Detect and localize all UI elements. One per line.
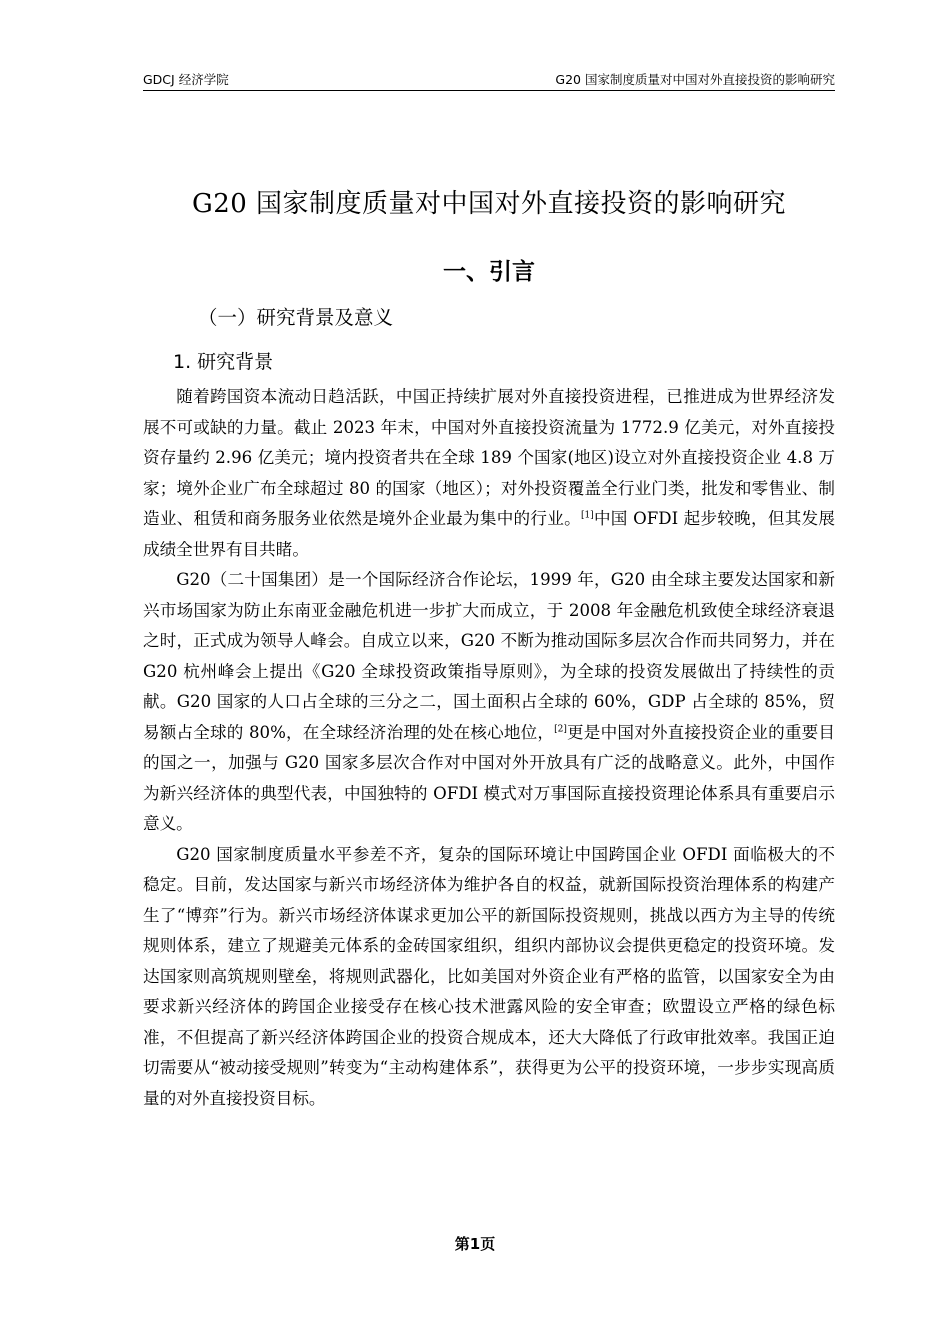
section-heading: 一、引言 xyxy=(443,259,535,285)
paragraph-2-text-a: G20（二十国集团）是一个国际经济合作论坛，1999 年，G20 由全球主要发达国家和新兴市场国家为防止东南亚金融危机进一步扩大而成立，于 2008 年金融危机致使全球经济衰退之时，正式成为领导人峰会。自成立以来，G20 不断为推动国际多层次合作而共同努力，并在 G20 杭州峰会上提出《G20 全球投资政策指导原则》，为全球的投资发展做出了持续性的贡献。G20 国家的人口占全球的三分之二，国土面积占全球的 60%，GDP 占全球的 85%，贸易额占全球的 80%，在全球经济治理的处在核心地位， xyxy=(143,570,835,742)
paragraph-1-text-b: 中国 OFDI 起步较晚，但其发展成绩全世界有目共睹。 xyxy=(143,509,835,559)
paragraph-3: G20 国家制度质量水平参差不齐，复杂的国际环境让中国跨国企业 OFDI 面临极大的不稳定。目前，发达国家与新兴市场经济体为维护各自的权益，就新国际投资治理体系的构建产生了“博弈”行为。新兴市场经济体谋求更加公平的新国际投资规则，挑战以西方为主导的传统规则体系，建立了规避美元体系的金砖国家组织，组织内部协议会提供更稳定的投资环境。发达国家则高筑规则壁垒，将规则武器化，比如美国对外资企业有严格的监管，以国家安全为由要求新兴经济体的跨国企业接受存在核心技术泄露风险的安全审查；欧盟设立严格的绿色标准，不但提高了新兴经济体跨国企业的投资合规成本，还大大降低了行政审批效率。我国正迫切需要从“被动接受规则”转变为“主动构建体系”，获得更为公平的投资环境，一步步实现高质量的对外直接投资目标。 xyxy=(143,844,835,1108)
document-title: G20 国家制度质量对中国对外直接投资的影响研究 xyxy=(191,189,787,219)
paragraph-2 xyxy=(143,565,835,840)
page-header xyxy=(143,68,835,91)
subsection-heading: （一）研究背景及意义 xyxy=(198,306,394,329)
page-number: 第1页 xyxy=(454,1235,496,1253)
subsubsection-heading: 1. 研究背景 xyxy=(173,351,274,373)
paragraph-1-text-a: 随着跨国资本流动日趋活跃，中国正持续扩展对外直接投资进程，已推进成为世界经济发展不可或缺的力量。截止 2023 年末，中国对外直接投资流量为 1772.9 亿美元，对外直接投资存量约 2.96 亿美元；境内投资者共在全球 189 个国家(地区)设立对外直接投资企业 4.8 万家；境外企业广布全球超过 80 的国家（地区）；对外投资覆盖全行业门类，批发和零售业、制造业、租赁和商务服务业依然是境外企业最为集中的行业。 xyxy=(143,387,835,528)
body-text xyxy=(143,382,835,1114)
citation-1[interactable]: [1] xyxy=(580,510,594,521)
header-right: G20 国家制度质量对中国对外直接投资的影响研究 xyxy=(555,72,835,87)
paragraph-1 xyxy=(143,382,835,565)
citation-2[interactable]: [2] xyxy=(554,723,567,734)
paragraph-2-text-b: 更是中国对外直接投资企业的重要目的国之一，加强与 G20 国家多层次合作对中国对外开放具有广泛的战略意义。此外，中国作为新兴经济体的典型代表，中国独特的 OFDI 模式对万事国际直接投资理论体系具有重要启示意义。 xyxy=(143,722,836,833)
header-left: GDCJ 经济学院 xyxy=(143,72,229,87)
